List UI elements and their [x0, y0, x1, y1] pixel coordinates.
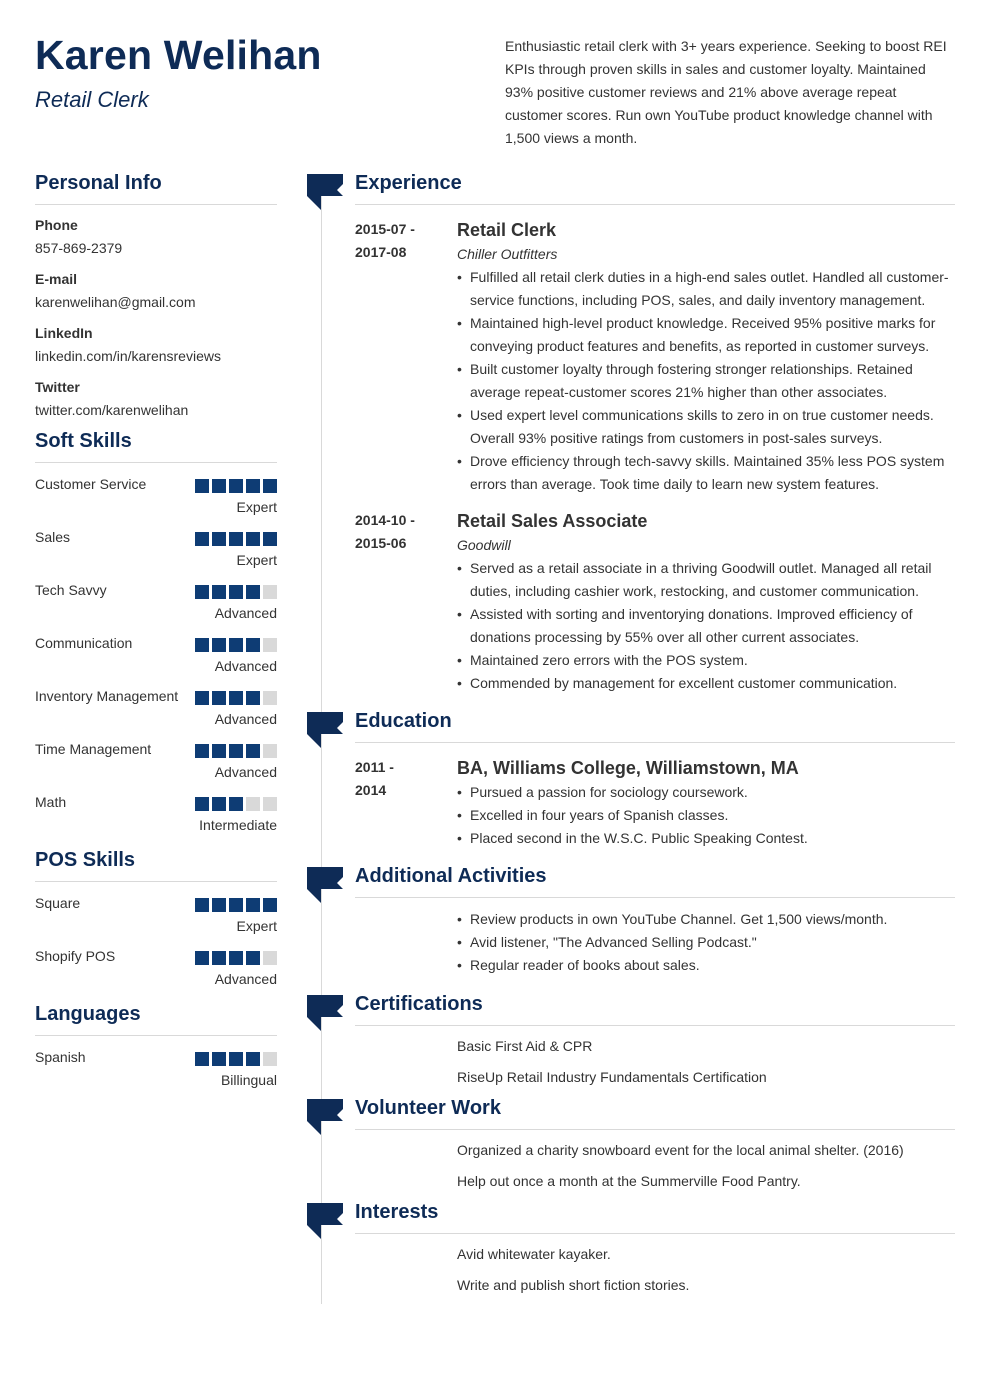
rating-square — [195, 585, 209, 599]
rating-square — [195, 638, 209, 652]
interests-heading: Interests — [355, 1201, 955, 1234]
skill-level: Expert — [236, 499, 277, 515]
rating-square — [246, 797, 260, 811]
skill-item — [35, 579, 277, 625]
rating-square — [263, 532, 277, 546]
bullet-item: • Excelled in four years of Spanish classes. — [457, 804, 955, 827]
bullet-item: • Avid listener, "The Advanced Selling Podcast." — [457, 931, 955, 954]
skill-name: Tech Savvy — [35, 582, 107, 598]
bullet-item: • Assisted with sorting and inventorying donations. Improved efficiency of donations processing by 55% over all other current associates. — [457, 603, 955, 649]
rating-square — [212, 479, 226, 493]
skill-item — [35, 1046, 277, 1092]
skill-name: Sales — [35, 529, 71, 545]
skill-level: Advanced — [214, 658, 277, 674]
skill-rating — [195, 585, 277, 599]
contact-label: Twitter — [35, 379, 80, 395]
experience-entry — [355, 509, 955, 695]
rating-square — [263, 585, 277, 599]
certifications-list — [355, 1035, 955, 1089]
rating-square — [229, 797, 243, 811]
skill-rating — [195, 744, 277, 758]
bullet-item: • Commended by management for excellent customer communication. — [457, 672, 955, 695]
entry-dates — [355, 756, 457, 850]
rating-square — [212, 585, 226, 599]
entry-company: Goodwill — [457, 537, 511, 553]
skill-name: Inventory Management — [35, 688, 179, 704]
interests-item: Write and publish short fiction stories. — [457, 1277, 690, 1293]
contact-value: linkedin.com/in/karensreviews — [35, 348, 221, 364]
rating-square — [229, 898, 243, 912]
rating-square — [229, 744, 243, 758]
rating-square — [246, 532, 260, 546]
skill-rating — [195, 1052, 277, 1066]
skill-level: Intermediate — [199, 817, 277, 833]
rating-square — [195, 951, 209, 965]
rating-square — [263, 1052, 277, 1066]
interests-list — [355, 1243, 955, 1297]
activities-body — [355, 908, 955, 977]
entry-bullets — [457, 557, 955, 695]
skill-name: Square — [35, 895, 81, 911]
section-flag-icon — [307, 995, 343, 1031]
experience-section — [355, 172, 955, 695]
education-entries — [355, 756, 955, 850]
bullet-item: • Drove efficiency through tech-savvy skills. Maintained 35% less POS system errors than average. Took time daily to learn new system features. — [457, 450, 955, 496]
bullet-item: • Served as a retail associate in a thriving Goodwill outlet. Managed all retail duties, including cashier work, restocking, and customer communication. — [457, 557, 955, 603]
rating-square — [263, 479, 277, 493]
rating-square — [263, 898, 277, 912]
pos-skills-list — [35, 892, 277, 991]
bullet-item: • Review products in own YouTube Channel. Get 1,500 views/month. — [457, 908, 955, 931]
soft-skills-list — [35, 473, 277, 837]
rating-square — [212, 532, 226, 546]
interests-section — [355, 1201, 955, 1297]
skill-item — [35, 632, 277, 678]
skill-rating — [195, 532, 277, 546]
certifications-item: Basic First Aid & CPR — [457, 1038, 593, 1054]
rating-square — [246, 951, 260, 965]
skill-level: Expert — [236, 918, 277, 934]
experience-heading: Experience — [355, 172, 955, 205]
rating-square — [195, 691, 209, 705]
entry-detail — [457, 756, 955, 850]
rating-square — [195, 1052, 209, 1066]
skill-rating — [195, 898, 277, 912]
profile-summary: Enthusiastic retail clerk with 3+ years experience. Seeking to boost REI KPIs through proven skills in sales and customer loyalty. Maintained 93% positive customer reviews and 21% above average repeat customer scores. Run own YouTube product knowledge channel with 1,500 views a month. — [505, 38, 947, 146]
skill-level: Advanced — [214, 711, 277, 727]
rating-square — [263, 951, 277, 965]
entry-title: BA, Williams College, Williamstown, MA — [457, 758, 799, 778]
rating-square — [195, 479, 209, 493]
rating-square — [212, 797, 226, 811]
rating-square — [212, 691, 226, 705]
section-flag-icon — [307, 174, 343, 210]
entry-dates — [355, 218, 457, 496]
experience-entries — [355, 218, 955, 695]
entry-title: Retail Clerk — [457, 220, 557, 240]
volunteer-item: Help out once a month at the Summerville Food Pantry. — [457, 1173, 801, 1189]
entry-title: Retail Sales Associate — [457, 511, 648, 531]
rating-square — [195, 797, 209, 811]
activities-section — [355, 865, 955, 977]
section-flag-icon — [307, 867, 343, 903]
section-flag-icon — [307, 1203, 343, 1239]
bullet-item: • Used expert level communications skills to zero in on true customer needs. Overall 93% positive ratings from customers in post-sales surveys. — [457, 404, 955, 450]
activities-list — [457, 908, 955, 977]
rating-square — [246, 638, 260, 652]
rating-square — [195, 898, 209, 912]
contact-value: 857-869-2379 — [35, 240, 123, 256]
skill-name: Customer Service — [35, 476, 147, 492]
bullet-item: • Built customer loyalty through fostering stronger relationships. Retained average repeat-customer scores 21% higher than other associates. — [457, 358, 955, 404]
experience-entry — [355, 218, 955, 496]
entry-bullets — [457, 781, 955, 850]
contact-value: twitter.com/karenwelihan — [35, 402, 189, 418]
rating-square — [195, 532, 209, 546]
skill-name: Time Management — [35, 741, 152, 757]
certifications-section — [355, 993, 955, 1089]
rating-square — [229, 479, 243, 493]
skill-name: Spanish — [35, 1049, 86, 1065]
skill-level: Advanced — [214, 605, 277, 621]
date-end: 2014 — [355, 782, 387, 798]
skill-item — [35, 685, 277, 731]
skill-rating — [195, 797, 277, 811]
skill-item — [35, 791, 277, 837]
rating-square — [229, 691, 243, 705]
contact-label: LinkedIn — [35, 325, 93, 341]
activities-heading: Additional Activities — [355, 865, 955, 898]
rating-square — [229, 951, 243, 965]
bullet-item: • Placed second in the W.S.C. Public Speaking Contest. — [457, 827, 955, 850]
volunteer-heading: Volunteer Work — [355, 1097, 955, 1130]
education-section — [355, 710, 955, 850]
skill-rating — [195, 479, 277, 493]
rating-square — [246, 1052, 260, 1066]
job-title: Retail Clerk — [35, 87, 149, 112]
contact-label: Phone — [35, 217, 78, 233]
rating-square — [263, 744, 277, 758]
rating-square — [229, 1052, 243, 1066]
rating-square — [246, 479, 260, 493]
volunteer-item: Organized a charity snowboard event for the local animal shelter. (2016) — [457, 1142, 904, 1158]
contact-label: E-mail — [35, 271, 78, 287]
skill-name: Math — [35, 794, 67, 810]
languages-heading: Languages — [35, 1003, 277, 1036]
certifications-item: RiseUp Retail Industry Fundamentals Certification — [457, 1069, 767, 1085]
rating-square — [246, 744, 260, 758]
entry-dates — [355, 509, 457, 695]
bullet-item: • Pursued a passion for sociology coursework. — [457, 781, 955, 804]
date-start: 2014-10 - — [355, 512, 415, 528]
skill-level: Advanced — [214, 764, 277, 780]
rating-square — [263, 797, 277, 811]
skill-item — [35, 473, 277, 519]
rating-square — [246, 898, 260, 912]
education-entry — [355, 756, 955, 850]
rating-square — [246, 585, 260, 599]
skill-item — [35, 945, 277, 991]
skill-level: Billingual — [220, 1072, 277, 1088]
skill-item — [35, 892, 277, 938]
date-end: 2015-06 — [355, 535, 407, 551]
rating-square — [212, 744, 226, 758]
rating-square — [229, 585, 243, 599]
skill-level: Advanced — [214, 971, 277, 987]
rating-square — [212, 1052, 226, 1066]
certifications-heading: Certifications — [355, 993, 955, 1026]
skill-name: Communication — [35, 635, 133, 651]
rating-square — [229, 638, 243, 652]
entry-detail — [457, 509, 955, 695]
soft-skills-heading: Soft Skills — [35, 430, 277, 463]
date-start: 2015-07 - — [355, 221, 415, 237]
skill-rating — [195, 638, 277, 652]
personal-info-list — [35, 214, 277, 422]
rating-square — [212, 898, 226, 912]
skill-rating — [195, 691, 277, 705]
skill-item — [35, 738, 277, 784]
interests-item: Avid whitewater kayaker. — [457, 1246, 611, 1262]
skill-name: Shopify POS — [35, 948, 116, 964]
bullet-item: • Fulfilled all retail clerk duties in a high-end sales outlet. Handled all customer-service functions, including POS, sales, and daily inventory management. — [457, 266, 955, 312]
entry-bullets — [457, 266, 955, 496]
left-column — [35, 172, 277, 1104]
pos-skills-heading: POS Skills — [35, 849, 277, 882]
entry-company: Chiller Outfitters — [457, 246, 558, 262]
rating-square — [263, 691, 277, 705]
skill-rating — [195, 951, 277, 965]
candidate-name: Karen Welihan — [35, 32, 322, 78]
rating-square — [212, 951, 226, 965]
skill-level: Expert — [236, 552, 277, 568]
rating-square — [212, 638, 226, 652]
contact-value: karenwelihan@gmail.com — [35, 294, 196, 310]
education-heading: Education — [355, 710, 955, 743]
languages-list — [35, 1046, 277, 1092]
rating-square — [263, 638, 277, 652]
date-end: 2017-08 — [355, 244, 407, 260]
volunteer-section — [355, 1097, 955, 1193]
section-flag-icon — [307, 1099, 343, 1135]
rating-square — [229, 532, 243, 546]
right-column — [355, 172, 955, 1305]
bullet-item: • Maintained high-level product knowledge. Received 95% positive marks for conveying product features and benefits, as reported in customer surveys. — [457, 312, 955, 358]
rating-square — [246, 691, 260, 705]
personal-info-heading: Personal Info — [35, 172, 277, 205]
section-flag-icon — [307, 712, 343, 748]
bullet-item: • Regular reader of books about sales. — [457, 954, 955, 977]
skill-item — [35, 526, 277, 572]
date-start: 2011 - — [355, 759, 394, 775]
bullet-item: • Maintained zero errors with the POS system. — [457, 649, 955, 672]
volunteer-list — [355, 1139, 955, 1193]
rating-square — [195, 744, 209, 758]
entry-detail — [457, 218, 955, 496]
